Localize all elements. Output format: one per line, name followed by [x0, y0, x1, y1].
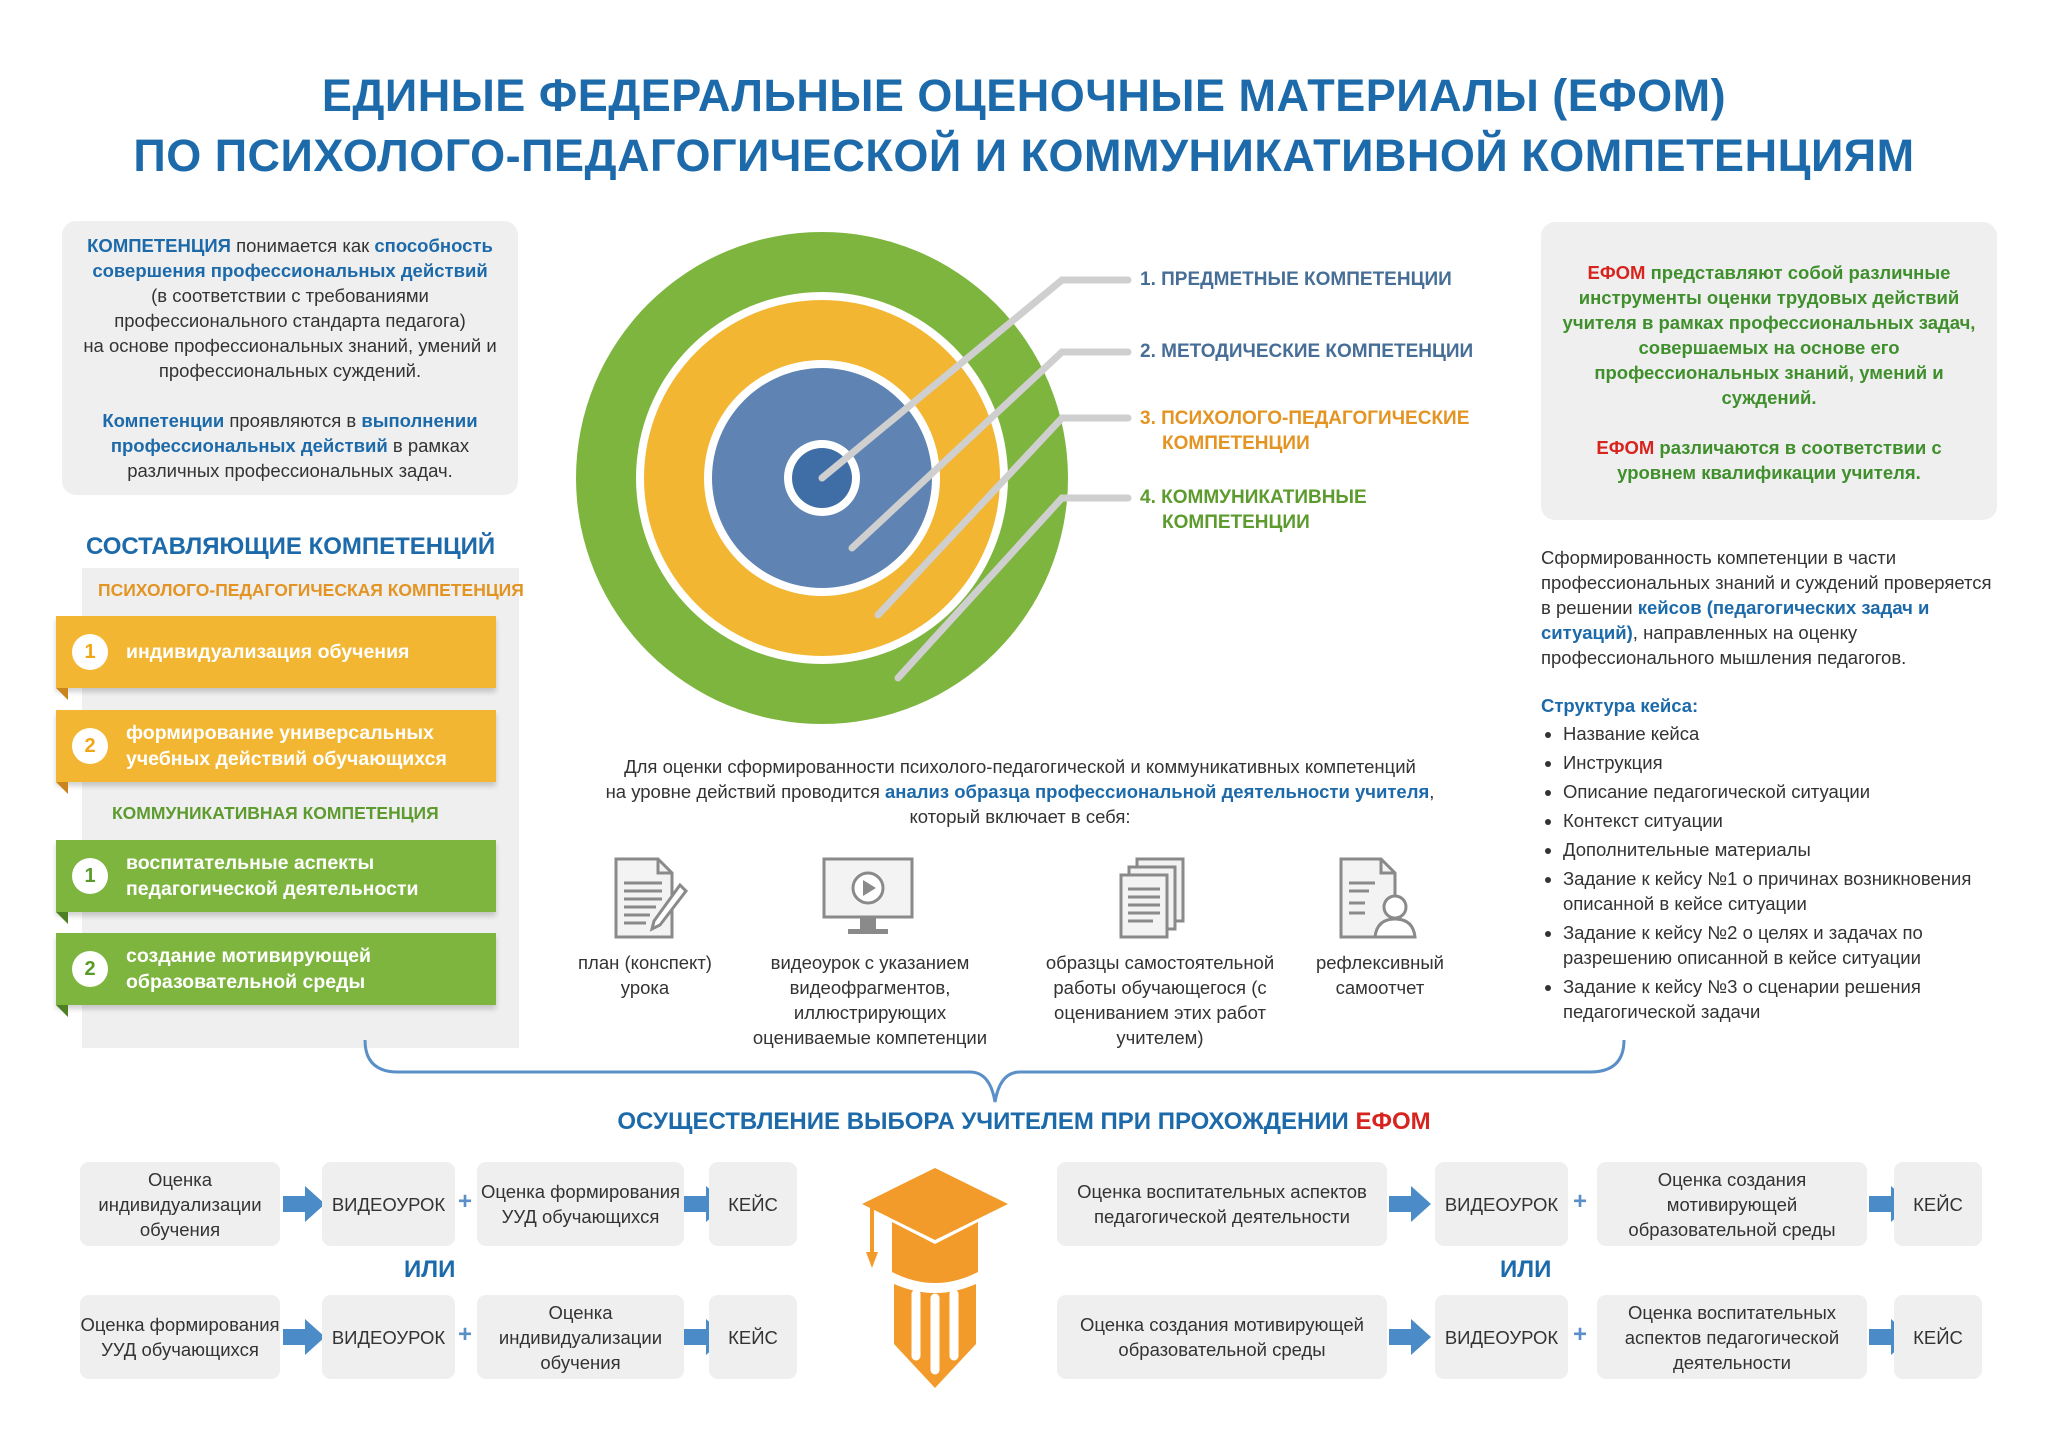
analysis-item-lesson-plan: план (конспект) урока — [578, 952, 712, 998]
comm-item-1 — [56, 840, 496, 912]
ring-label-2-text: 2. МЕТОДИЧЕСКИЕ КОМПЕТЕНЦИИ — [1140, 341, 1474, 362]
cases-highlight: кейсов (педагогических задач и ситуаций) — [1541, 597, 1930, 643]
psych-competence-title: ПСИХОЛОГО-ПЕДАГОГИЧЕСКАЯ КОМПЕТЕНЦИЯ — [98, 580, 524, 600]
flow-second-box: Оценка воспитательных аспектов педагогической деятельности — [1597, 1295, 1867, 1379]
or-label-left: ИЛИ — [404, 1256, 456, 1283]
efom-term-2: ЕФОМ — [1596, 437, 1655, 458]
plus-sign: + — [458, 1188, 473, 1215]
title-line-1: ЕДИНЫЕ ФЕДЕРАЛЬНЫЕ ОЦЕНОЧНЫЕ МАТЕРИАЛЫ (ЕФОМ) — [321, 70, 1727, 121]
item-text: индивидуализация обучения — [126, 641, 410, 663]
choice-title-efom: ЕФОМ — [1355, 1108, 1431, 1135]
curly-brace — [350, 1040, 1640, 1110]
list-item: • Задание к кейсу №1 о причинах возникновения описанной в кейсе ситуации — [1563, 867, 2023, 921]
analysis-item-student-work: образцы самостоятельной работы обучающегося (с оцениванием этих работ учителем) — [1045, 952, 1275, 1048]
analysis-line-2c: , — [1429, 781, 1435, 802]
flow-case-box: КЕЙС — [709, 1162, 797, 1246]
ring-label-4-line2: КОМПЕТЕНЦИИ — [1162, 512, 1310, 533]
list-item: • Название кейса — [1563, 722, 2023, 751]
definition-text-d: на основе профессиональных знаний, умений и профессиональных суждений. — [83, 335, 497, 381]
stacked-documents-icon — [1115, 855, 1189, 941]
flow-video-box: ВИДЕОУРОК — [1435, 1295, 1568, 1379]
cases-paragraph — [1541, 545, 2001, 670]
analysis-line-3: который включает в себя: — [909, 806, 1131, 827]
flow-video-box: ВИДЕОУРОК — [322, 1162, 455, 1246]
ring-label-3-line2: КОМПЕТЕНЦИИ — [1162, 433, 1310, 454]
efom-term-1: ЕФОМ — [1587, 262, 1646, 283]
ring-label-3 — [1140, 406, 1469, 456]
item-number: 2 — [72, 728, 108, 764]
bar-fold — [56, 688, 68, 700]
ring-label-4 — [1140, 485, 1367, 535]
bar-fold — [56, 1005, 68, 1017]
flow-second-box: Оценка индивидуализации обучения — [477, 1295, 684, 1379]
ring-label-1-text: 1. ПРЕДМЕТНЫЕ КОМПЕТЕНЦИИ — [1140, 269, 1452, 290]
psych-item-2 — [56, 710, 496, 782]
definition-text-a: понимается как — [230, 235, 375, 256]
choice-title-text: ОСУЩЕСТВЛЕНИЕ ВЫБОРА УЧИТЕЛЕМ ПРИ ПРОХОЖДЕНИИ — [617, 1108, 1356, 1135]
page-title — [0, 66, 2048, 186]
list-item: • Описание педагогической ситуации — [1563, 780, 2023, 809]
flow-second-box: Оценка формирования УУД обучающихся — [477, 1162, 684, 1246]
list-item: • Инструкция — [1563, 751, 2023, 780]
competence-definition-box — [62, 221, 518, 495]
ring-label-4-line1: 4. КОММУНИКАТИВНЫЕ — [1140, 487, 1367, 508]
analysis-item-video-lesson: видеоурок с указанием видеофрагментов, иллюстрирующих оцениваемые компетенции — [752, 952, 988, 1048]
definition-term: КОМПЕТЕНЦИЯ — [87, 235, 231, 256]
title-line-2: ПО ПСИХОЛОГО-ПЕДАГОГИЧЕСКОЙ И КОММУНИКАТИВНОЙ КОМПЕТЕНЦИЯМ — [133, 130, 1915, 181]
ring-label-2 — [1140, 339, 1473, 364]
efom-text-1: представляют собой различные инструменты оценки трудовых действий учителя в рамках профессиональных задач, совершаемых на основе его профессиональных знаний, умений и суждений. — [1562, 262, 1976, 408]
cases-text-a: Сформированность компетенции в части профессиональных знаний и суждений проверяется в решении — [1541, 547, 1992, 618]
analysis-paragraph — [560, 754, 1480, 829]
competences-term: Компетенции — [102, 410, 225, 431]
item-text: создание мотивирующей образовательной среды — [126, 945, 371, 993]
plus-sign: + — [458, 1321, 473, 1348]
analysis-line-2a: на уровне действий проводится — [605, 781, 885, 802]
item-text: воспитательные аспекты педагогической деятельности — [126, 852, 419, 900]
analysis-line-1: Для оценки сформированности психолого-педагогической и коммуникативных компетенций — [624, 756, 1416, 777]
item-number: 1 — [72, 634, 108, 670]
flow-arrow-icon — [283, 1317, 325, 1362]
item-number: 2 — [72, 951, 108, 987]
cases-text-c: , направленных на оценку профессионального мышления педагогов. — [1541, 622, 1907, 668]
comm-competence-title: КОММУНИКАТИВНАЯ КОМПЕТЕНЦИЯ — [112, 803, 439, 823]
components-title: СОСТАВЛЯЮЩИЕ КОМПЕТЕНЦИЙ — [86, 533, 496, 560]
video-monitor-icon — [820, 855, 916, 941]
flow-first-box: Оценка индивидуализации обучения — [80, 1162, 280, 1246]
competences-highlight: выполнении профессиональных действий — [110, 410, 478, 456]
flow-case-box: КЕЙС — [709, 1295, 797, 1379]
flow-arrow-icon — [1389, 1317, 1431, 1362]
competences-text-a: проявляются в — [224, 410, 362, 431]
definition-text-c: (в соответствии с требованиями профессионального стандарта педагога) — [114, 285, 466, 331]
item-number: 1 — [72, 858, 108, 894]
bar-fold — [56, 912, 68, 924]
document-pen-icon — [610, 855, 690, 941]
flow-arrow-icon — [283, 1184, 325, 1229]
choice-title — [0, 1108, 2048, 1136]
flow-video-box: ВИДЕОУРОК — [322, 1295, 455, 1379]
flow-first-box: Оценка формирования УУД обучающихся — [80, 1295, 280, 1379]
flow-arrow-icon — [1389, 1184, 1431, 1229]
list-item: • Дополнительные материалы — [1563, 838, 2023, 867]
analysis-highlight: анализ образца профессиональной деятельности учителя — [885, 781, 1430, 802]
document-person-icon — [1335, 855, 1421, 941]
case-structure-title: Структура кейса: — [1541, 695, 1699, 716]
plus-sign: + — [1573, 1321, 1588, 1348]
list-item: • Контекст ситуации — [1563, 809, 2023, 838]
flow-case-box: КЕЙС — [1894, 1295, 1982, 1379]
case-structure-list — [1541, 722, 2023, 1029]
comm-item-2 — [56, 933, 496, 1005]
ring-label-1 — [1140, 267, 1452, 292]
competences-text-c: в рамках различных профессиональных задач. — [127, 435, 470, 481]
item-text: формирование универсальных учебных действий обучающихся — [126, 722, 447, 770]
psych-item-1 — [56, 616, 496, 688]
bar-fold — [56, 782, 68, 794]
ring-label-3-line1: 3. ПСИХОЛОГО-ПЕДАГОГИЧЕСКИЕ — [1140, 408, 1470, 429]
list-item: • Задание к кейсу №2 о целях и задачах по разрешению описанной в кейсе ситуации — [1563, 921, 2023, 975]
plus-sign: + — [1573, 1188, 1588, 1215]
efom-text-2: различаются в соответствии с уровнем квалификации учителя. — [1617, 437, 1942, 483]
flow-first-box: Оценка создания мотивирующей образовательной среды — [1057, 1295, 1387, 1379]
definition-highlight: способность совершения профессиональных действий — [92, 235, 493, 281]
list-item: • Задание к кейсу №3 о сценарии решения педагогической задачи — [1563, 975, 2023, 1029]
graduation-cap-pencil-icon — [860, 1160, 1010, 1392]
analysis-item-self-report: рефлексивный самоотчет — [1315, 952, 1445, 998]
or-label-right: ИЛИ — [1500, 1256, 1552, 1283]
flow-video-box: ВИДЕОУРОК — [1435, 1162, 1568, 1246]
flow-first-box: Оценка воспитательных аспектов педагогической деятельности — [1057, 1162, 1387, 1246]
flow-case-box: КЕЙС — [1894, 1162, 1982, 1246]
efom-definition-box — [1541, 222, 1997, 520]
flow-second-box: Оценка создания мотивирующей образовательной среды — [1597, 1162, 1867, 1246]
